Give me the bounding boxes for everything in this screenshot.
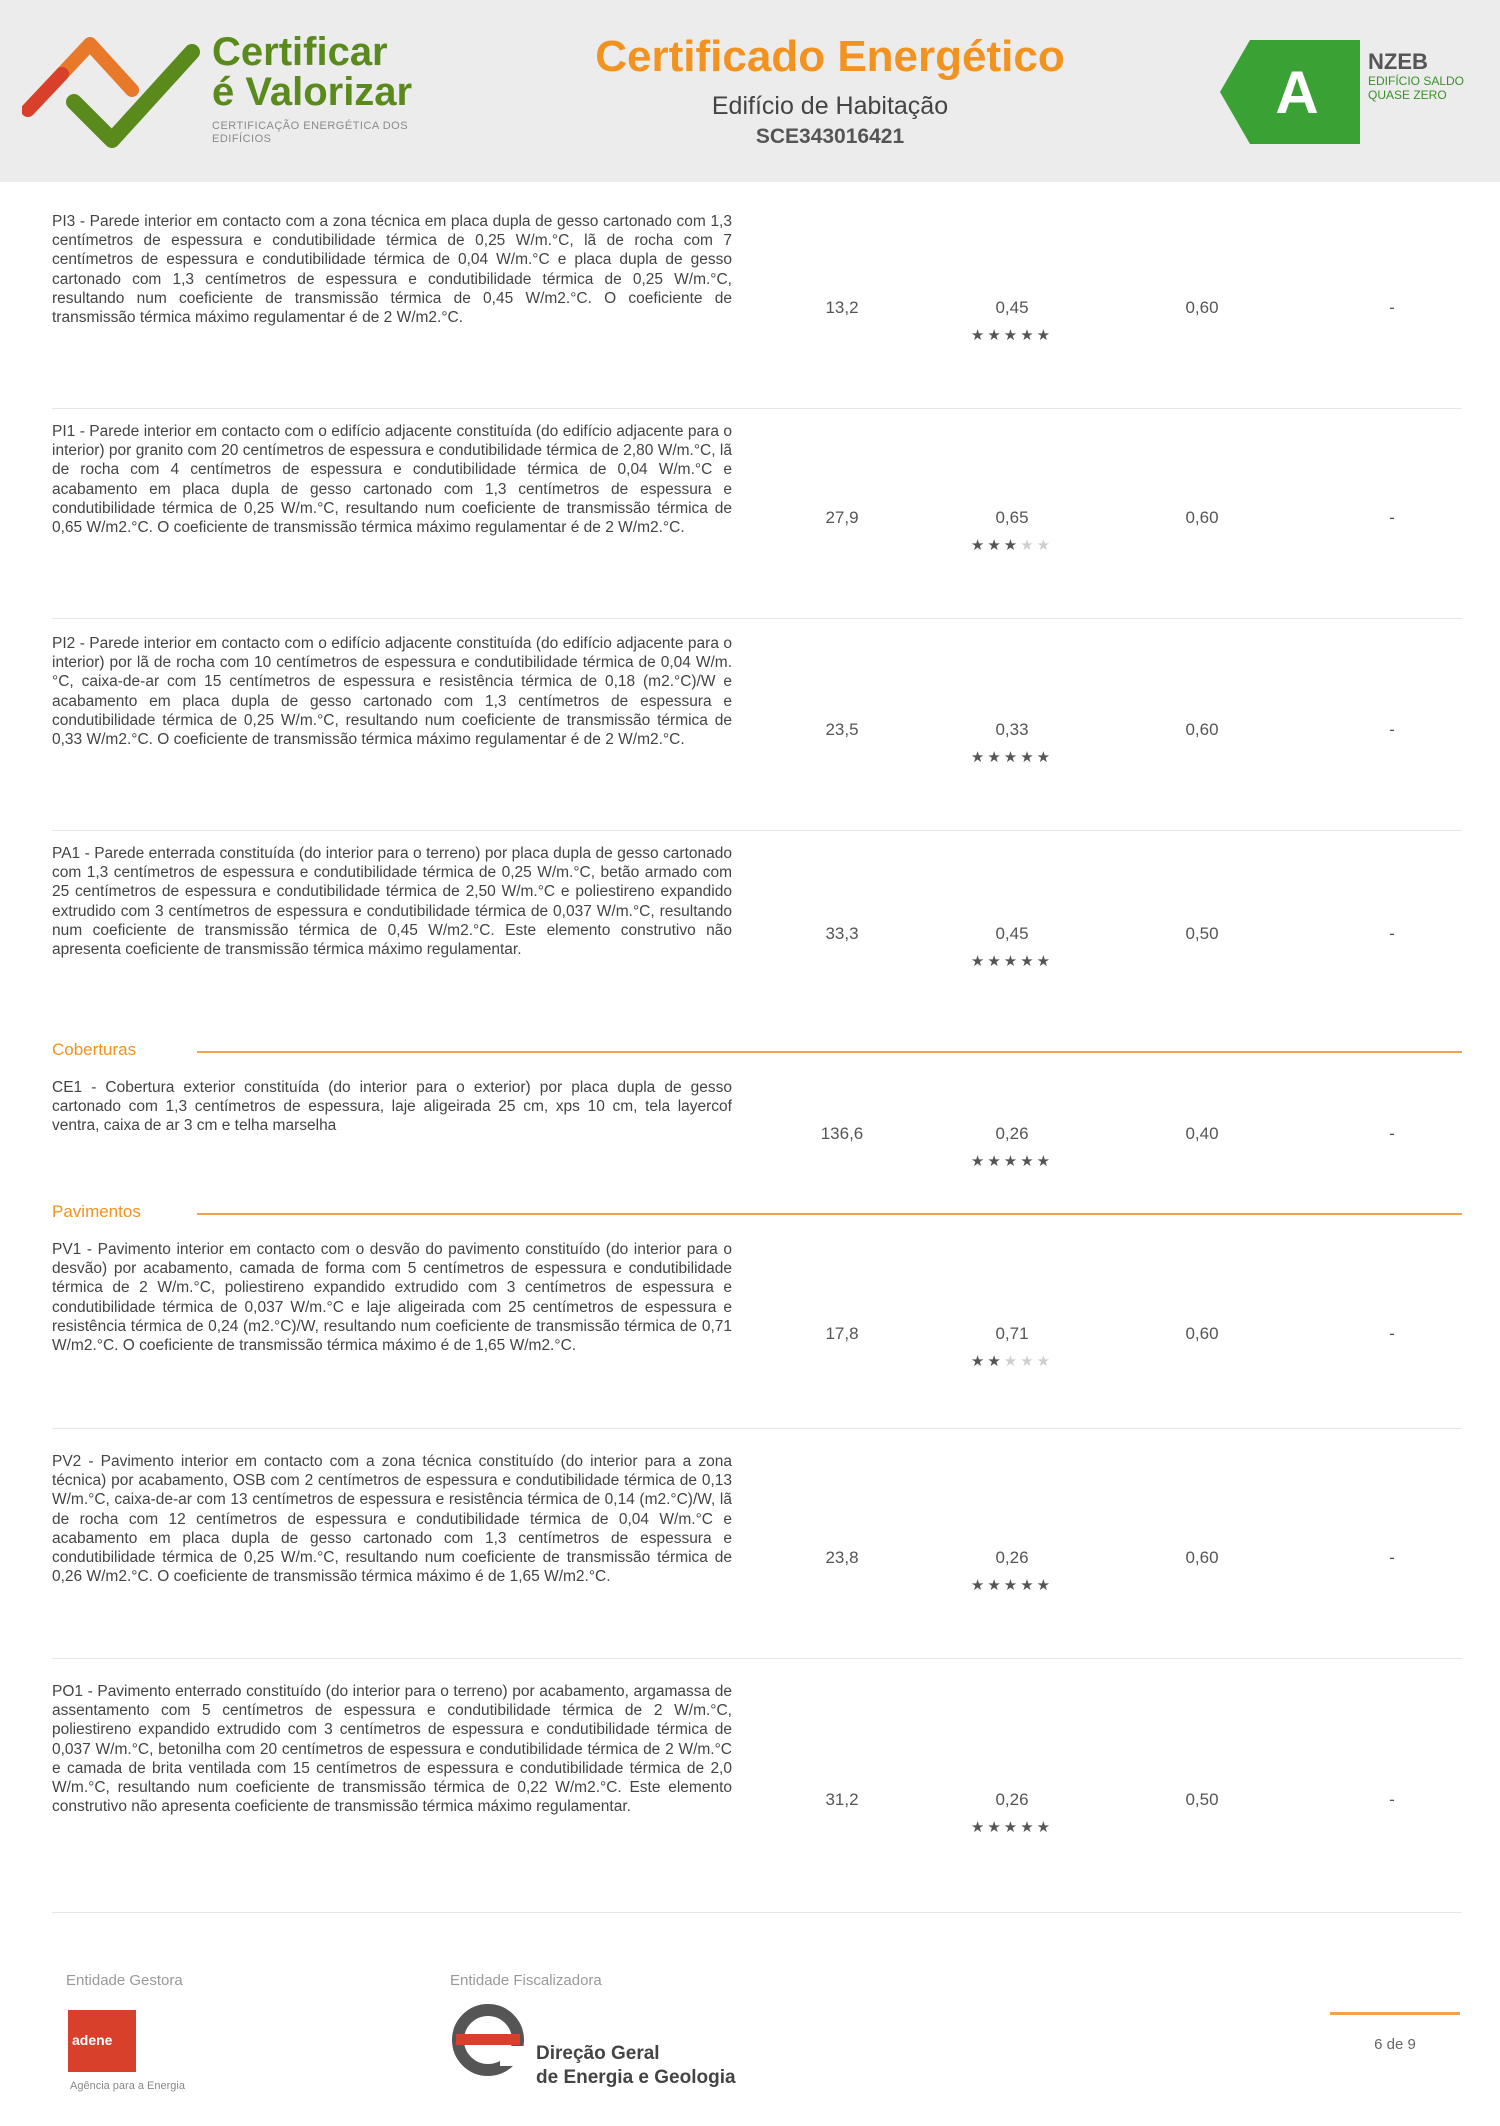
element-u-reference: 0,60 — [1185, 508, 1219, 527]
table-row — [52, 634, 1462, 831]
document-title: Certificado Energético — [595, 32, 1065, 81]
star-icon: ★ — [1036, 953, 1054, 970]
page-number: 6 de 9 — [1374, 2036, 1416, 2053]
section-pavimentos — [52, 1202, 1462, 1226]
certificate-number: SCE343016421 — [755, 125, 905, 148]
logo-line1: Certificar — [212, 30, 388, 74]
performance-stars — [952, 1576, 1072, 1594]
star-icon: ★ — [970, 1577, 988, 1594]
section-label: Coberturas — [52, 1040, 146, 1060]
star-icon: ★ — [987, 1353, 1004, 1370]
page-divider — [1330, 2012, 1460, 2015]
element-description: CE1 - Cobertura exterior constituída (do interior para o exterior) por placa dupla de gesso cartonado com 1,3 centímetros de espessura, laje aligeirada 25 cm, xps 10 cm, tela layercof ventra, caixa de ar 3 cm e telha marselha — [52, 1079, 732, 1135]
star-icon: ★ — [1020, 327, 1037, 344]
star-icon: ★ — [1003, 1353, 1021, 1370]
element-u-reference: 0,50 — [1185, 924, 1219, 943]
performance-stars — [952, 326, 1072, 344]
star-icon: ★ — [1036, 1577, 1054, 1594]
element-area: 23,5 — [825, 720, 859, 739]
checkmark-house-icon — [22, 22, 202, 152]
star-icon: ★ — [987, 1153, 1004, 1170]
element-u-value: 0,45 — [995, 924, 1029, 943]
performance-stars — [952, 1152, 1072, 1170]
star-icon: ★ — [987, 749, 1004, 766]
star-icon: ★ — [987, 537, 1004, 554]
performance-stars — [952, 952, 1072, 970]
nzeb-label — [1368, 50, 1478, 102]
star-icon: ★ — [987, 953, 1004, 970]
table-row — [52, 422, 1462, 619]
star-icon: ★ — [1036, 327, 1054, 344]
element-u-value: 0,45 — [995, 298, 1029, 317]
section-label: Pavimentos — [52, 1202, 151, 1222]
star-icon: ★ — [1020, 953, 1037, 970]
star-icon: ★ — [1003, 1577, 1021, 1594]
dgeg-line1: Direção Geral — [536, 2043, 660, 2064]
element-extra: - — [1389, 1790, 1395, 1809]
dgeg-name — [536, 2042, 736, 2090]
star-icon: ★ — [1003, 537, 1021, 554]
element-u-value: 0,65 — [995, 508, 1029, 527]
element-area: 23,8 — [825, 1548, 859, 1567]
section-divider — [197, 1051, 1462, 1053]
star-icon: ★ — [987, 327, 1004, 344]
star-icon: ★ — [1003, 327, 1021, 344]
star-icon: ★ — [1036, 749, 1054, 766]
star-icon: ★ — [1036, 1353, 1054, 1370]
star-icon: ★ — [1003, 953, 1021, 970]
element-u-reference: 0,60 — [1185, 298, 1219, 317]
element-extra: - — [1389, 1124, 1395, 1143]
star-icon: ★ — [970, 953, 988, 970]
dgeg-logo-icon — [448, 2000, 528, 2080]
element-area: 136,6 — [820, 1124, 864, 1143]
element-extra: - — [1389, 924, 1395, 943]
element-u-value: 0,33 — [995, 720, 1029, 739]
table-row — [52, 1682, 1462, 1913]
table-row — [52, 1240, 1462, 1429]
element-u-value: 0,71 — [995, 1324, 1029, 1343]
element-u-value: 0,26 — [995, 1124, 1029, 1143]
star-icon: ★ — [1020, 1153, 1037, 1170]
element-area: 17,8 — [825, 1324, 859, 1343]
section-coberturas — [52, 1040, 1462, 1064]
star-icon: ★ — [970, 1153, 988, 1170]
logo-line2: é Valorizar — [212, 70, 413, 114]
element-u-reference: 0,60 — [1185, 1548, 1219, 1567]
element-u-value: 0,26 — [995, 1790, 1029, 1809]
star-icon: ★ — [987, 1577, 1004, 1594]
star-icon: ★ — [1020, 1353, 1037, 1370]
element-description: PA1 - Parede enterrada constituída (do interior para o terreno) por placa dupla de gesso cartonado com 1,3 centímetros de espessura e condutibilidade térmica de 0,25 W/m.°C, betão armado com 25 centímetros de espessura e condutibilidade térmica de 2,50 W/m.°C e poliestireno expandido extrudido com 3 centímetros de espessura e condutibilidade térmica de 0,037 W/m.°C, resultando num coeficiente de transmissão térmica de 0,45 W/m2.°C. Este elemento construtivo não apresenta coeficiente de transmissão térmica máximo regulamentar. — [52, 845, 732, 959]
certificar-logo — [22, 22, 442, 162]
star-icon: ★ — [970, 1353, 988, 1370]
element-description: PI3 - Parede interior em contacto com a zona técnica em placa dupla de gesso cartonado com 1,3 centímetros de espessura e condutibilidade térmica de 0,25 W/m.°C, lã de rocha com 7 centímetros de espessura e condutibilidade térmica de 0,04 W/m.°C e placa dupla de gesso cartonado com 1,3 centímetros de espessura e condutibilidade térmica de 0,25 W/m.°C, resultando num coeficiente de transmissão térmica de 0,45 W/m2.°C. O coeficiente de transmissão térmica máximo regulamentar é de 2 W/m2.°C. — [52, 213, 732, 327]
logo-subtitle: CERTIFICAÇÃO ENERGÉTICA DOS EDIFÍCIOS — [212, 120, 409, 145]
adene-subtitle: Agência para a Energia — [70, 2080, 185, 2092]
dgeg-line2: de Energia e Geologia — [536, 2067, 736, 2088]
supervisor-label: Entidade Fiscalizadora — [450, 1972, 602, 1989]
star-icon: ★ — [970, 327, 988, 344]
star-icon: ★ — [970, 537, 988, 554]
element-extra: - — [1389, 1548, 1395, 1567]
element-area: 13,2 — [825, 298, 859, 317]
element-u-reference: 0,60 — [1185, 720, 1219, 739]
star-icon: ★ — [1020, 749, 1037, 766]
element-extra: - — [1389, 1324, 1395, 1343]
performance-stars — [952, 536, 1072, 554]
element-extra: - — [1389, 508, 1395, 527]
element-description: PI1 - Parede interior em contacto com o edifício adjacente constituída (do edifício adjacente para o interior) por granito com 20 centímetros de espessura e condutibilidade térmica de 2,80 W/m.°C, lã de rocha com 4 centímetros de espessura e condutibilidade térmica de 0,04 W/m.°C e acabamento em placa dupla de gesso cartonado com 1,3 centímetros de espessura e condutibilidade térmica de 0,25 W/m.°C, resultando num coeficiente de transmissão térmica de 0,65 W/m2.°C. O coeficiente de transmissão térmica máximo regulamentar é de 2 W/m2.°C. — [52, 423, 732, 537]
star-icon: ★ — [1003, 749, 1021, 766]
performance-stars — [952, 748, 1072, 766]
section-divider — [197, 1213, 1462, 1215]
adene-logo-text: adene — [72, 2032, 113, 2048]
table-row — [52, 1452, 1462, 1659]
certificate-header — [0, 0, 1500, 182]
element-description: PI2 - Parede interior em contacto com o edifício adjacente constituída (do edifício adjacente para o interior) por lã de rocha com 10 centímetros de espessura e condutibilidade térmica de 0,04 W/m.°C, caixa-de-ar com 15 centímetros de espessura e resistência térmica de 0,18 (m2.°C)/W e acabamento em placa dupla de gesso cartonado com 1,3 centímetros de espessura e condutibilidade térmica de 0,25 W/m.°C, resultando num coeficiente de transmissão térmica de 0,33 W/m2.°C. O coeficiente de transmissão térmica máximo regulamentar é de 2 W/m2.°C. — [52, 635, 732, 749]
table-row — [52, 212, 1462, 409]
star-icon: ★ — [1036, 537, 1054, 554]
energy-class-letter: A — [1275, 59, 1319, 126]
issuer-label: Entidade Gestora — [66, 1972, 183, 1989]
star-icon: ★ — [1020, 537, 1037, 554]
element-u-reference: 0,40 — [1185, 1124, 1219, 1143]
element-extra: - — [1389, 720, 1395, 739]
performance-stars — [952, 1818, 1072, 1836]
element-description: PV2 - Pavimento interior em contacto com a zona técnica constituído (do interior para a zona técnica) por acabamento, OSB com 2 centímetros de espessura e condutibilidade térmica de 0,13 W/m.°C, caixa-de-ar com 13 centímetros de espessura e resistência térmica de 0,14 (m2.°C)/W, lã de rocha com 12 centímetros de espessura e condutibilidade térmica de 0,04 W/m.°C e acabamento em placa dupla de gesso cartonado com 1,3 centímetros de espessura e condutibilidade térmica de 0,25 W/m.°C, resultando num coeficiente de transmissão térmica de 0,26 W/m2.°C. O coeficiente de transmissão térmica máximo é de 1,65 W/m2.°C. — [52, 1453, 732, 1586]
element-area: 27,9 — [825, 508, 859, 527]
element-extra: - — [1389, 298, 1395, 317]
element-u-reference: 0,60 — [1185, 1324, 1219, 1343]
table-row — [52, 844, 1462, 1022]
star-icon: ★ — [970, 749, 988, 766]
star-icon: ★ — [1036, 1819, 1054, 1836]
nzeb-subtitle: EDIFÍCIO SALDO QUASE ZERO — [1368, 74, 1465, 102]
element-area: 33,3 — [825, 924, 859, 943]
star-icon: ★ — [1036, 1153, 1054, 1170]
star-icon: ★ — [1020, 1819, 1037, 1836]
performance-stars — [952, 1352, 1072, 1370]
element-u-reference: 0,50 — [1185, 1790, 1219, 1809]
star-icon: ★ — [1003, 1153, 1021, 1170]
star-icon: ★ — [1020, 1577, 1037, 1594]
star-icon: ★ — [1003, 1819, 1021, 1836]
document-subtitle: Edifício de Habitação — [711, 92, 949, 120]
element-area: 31,2 — [825, 1790, 859, 1809]
element-u-value: 0,26 — [995, 1548, 1029, 1567]
element-description: PO1 - Pavimento enterrado constituído (do interior para o terreno) por acabamento, argamassa de assentamento com 5 centímetros de espessura e condutibilidade térmica de 2 W/m.°C, poliestireno expandido extrudido com 3 centímetros de espessura e condutibilidade térmica de 0,037 W/m.°C, betonilha com 20 centímetros de espessura e condutibilidade térmica de 2 W/m.°C e camada de brita ventilada com 15 centímetros de espessura e condutibilidade térmica de 2,0 W/m.°C, resultando num coeficiente de transmissão térmica de 0,22 W/m2.°C. Este elemento construtivo não apresenta coeficiente de transmissão térmica máximo regulamentar. — [52, 1683, 732, 1816]
table-row — [52, 1078, 1462, 1190]
nzeb-title: NZEB — [1368, 49, 1428, 74]
star-icon: ★ — [970, 1819, 988, 1836]
star-icon: ★ — [987, 1819, 1004, 1836]
element-description: PV1 - Pavimento interior em contacto com o desvão do pavimento constituído (do interior para o desvão) por acabamento, camada de forma com 5 centímetros de espessura e condutibilidade térmica de 2 W/m.°C, poliestireno expandido extrudido com 3 centímetros de espessura e condutibilidade térmica de 0,037 W/m.°C e laje aligeirada com 25 centímetros de espessura e resistência térmica de 0,24 (m2.°C)/W, resultando num coeficiente de transmissão térmica de 0,71 W/m2.°C. O coeficiente de transmissão térmica máximo é de 1,65 W/m2.°C. — [52, 1241, 732, 1355]
